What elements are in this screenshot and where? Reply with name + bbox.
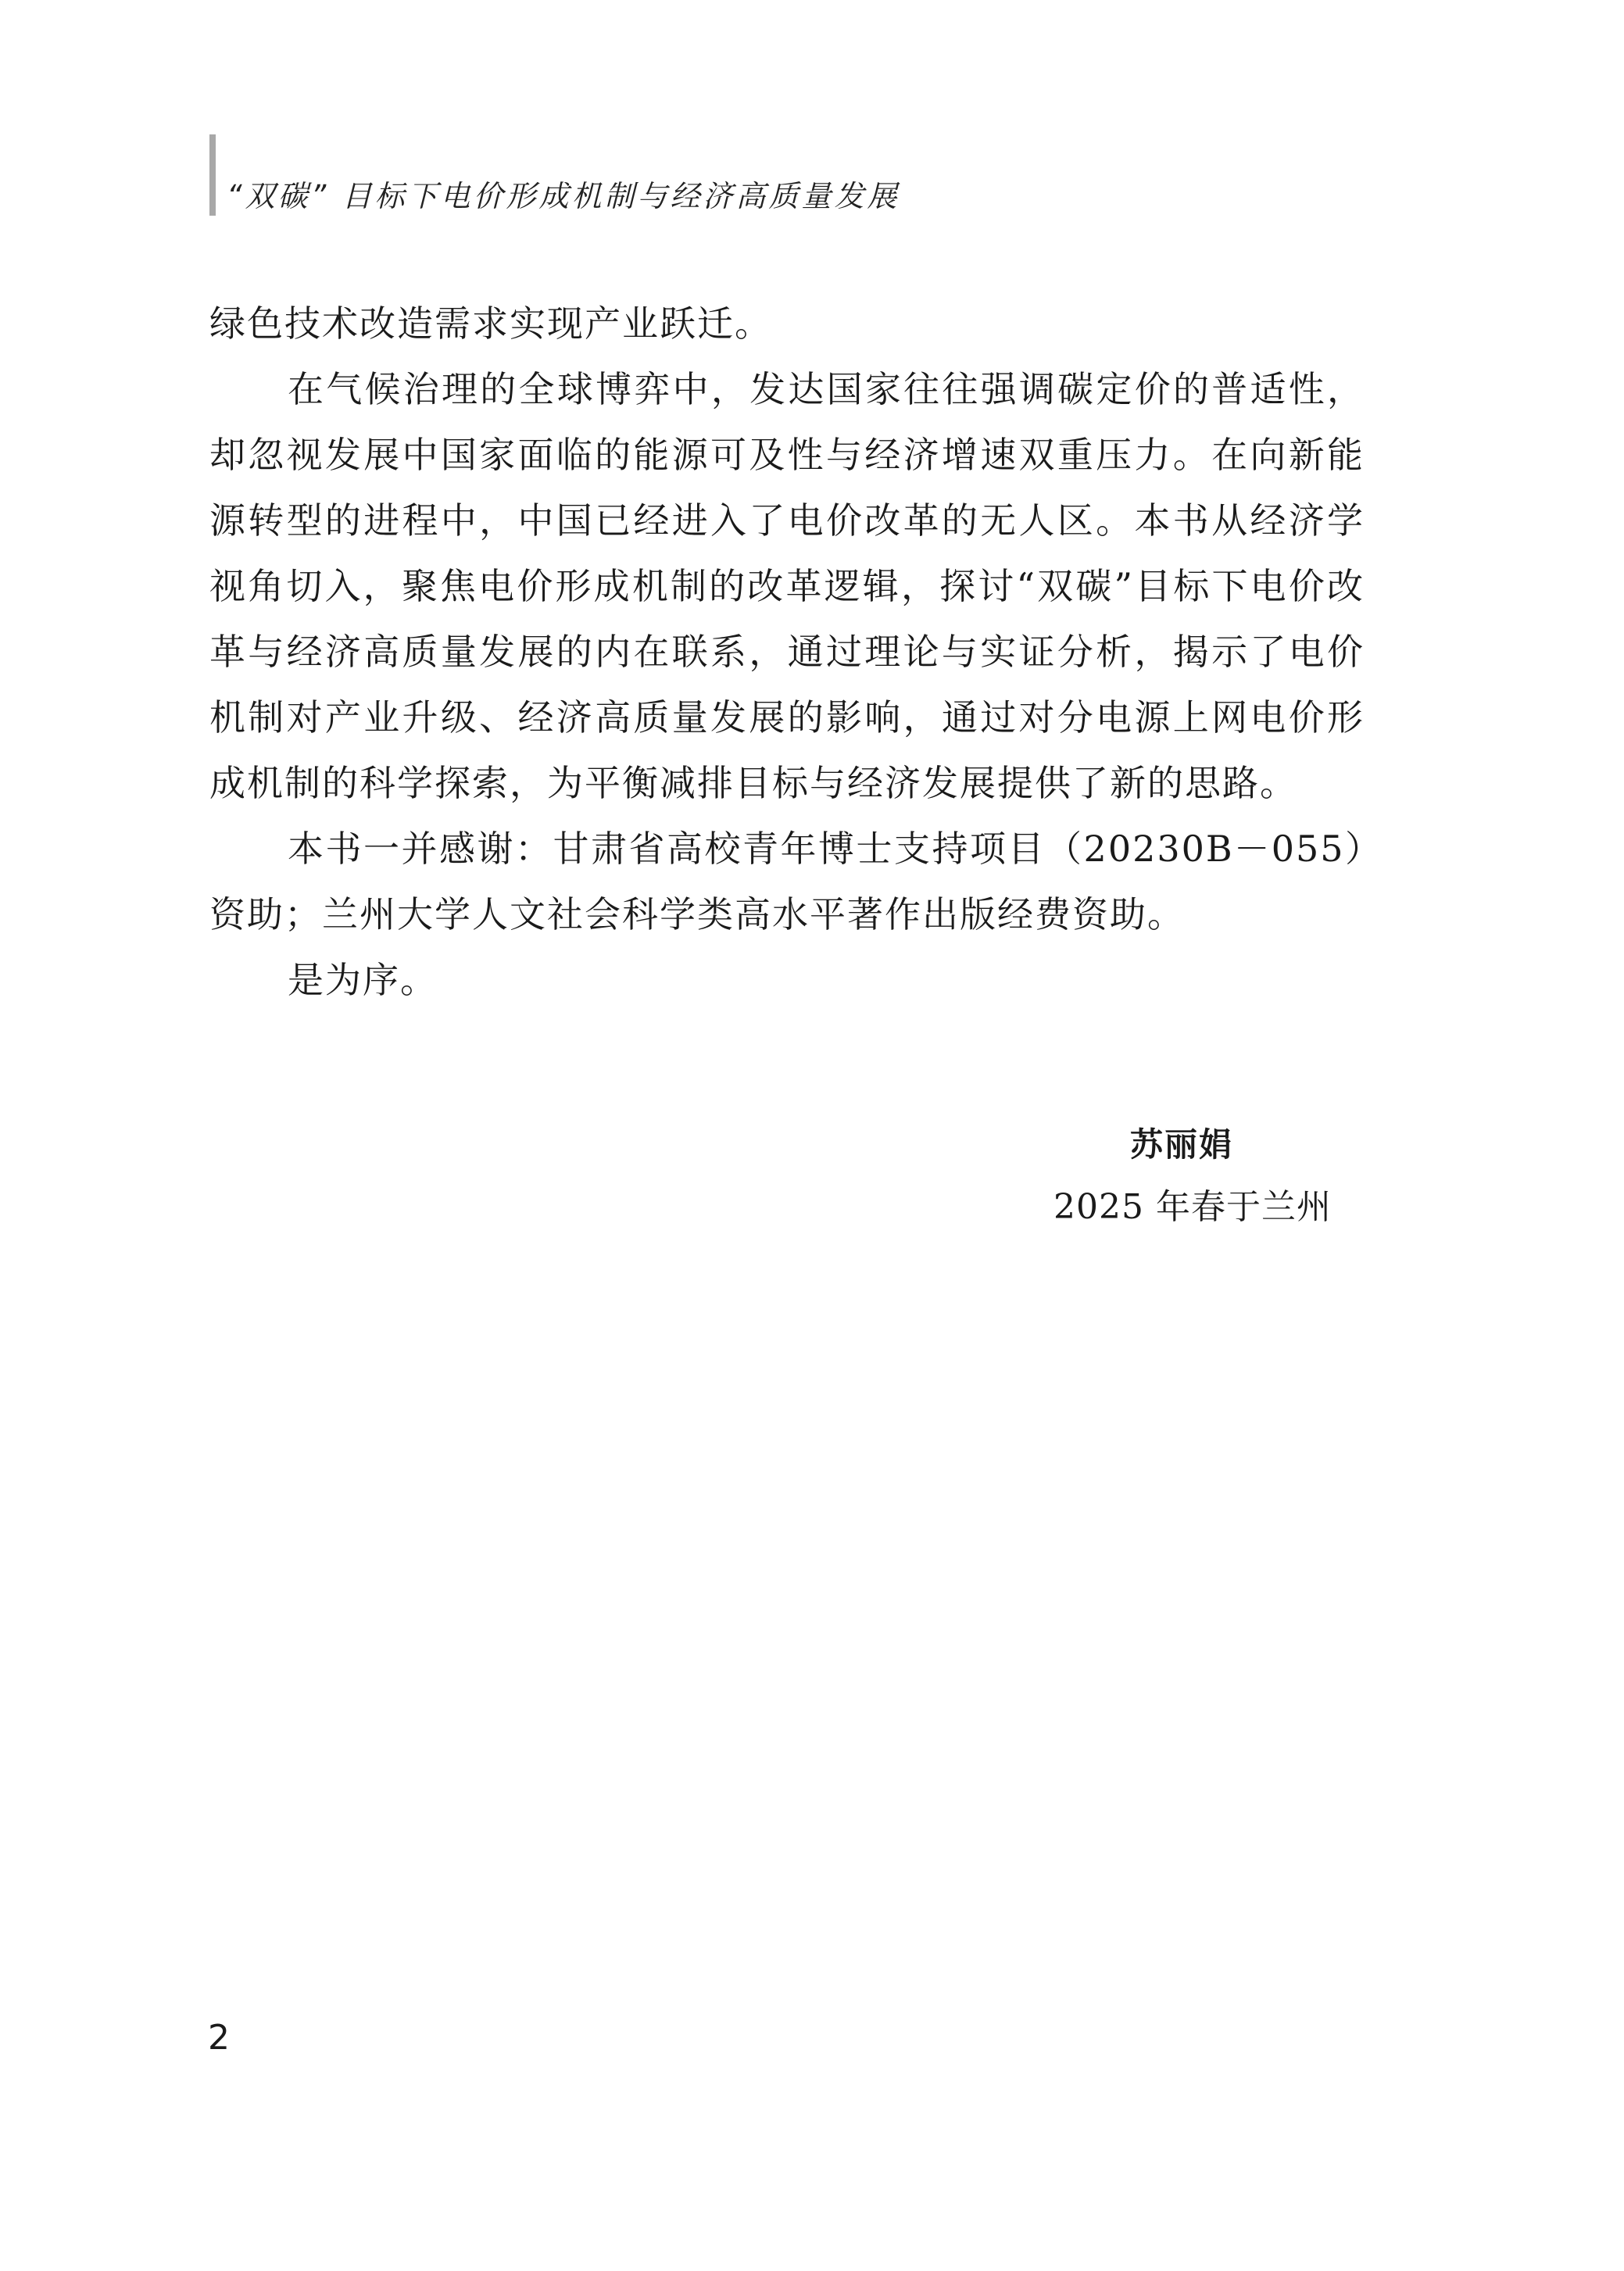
running-header-title: “双碳” 目标下电价形成机制与经济高质量发展 <box>227 179 900 213</box>
preface-body <box>209 291 1365 1013</box>
signature-date-place: 2025 年春于兰州 <box>1053 1187 1332 1227</box>
paragraph-2: 在气候治理的全球博弈中，发达国家往往强调碳定价的普适性，却忽视发展中国家面临的能源可及性与经济增速双重压力。在向新能源转型的进程中，中国已经进入了电价改革的无人区。本书从经济学视角切入，聚焦电价形成机制的改革逻辑，探讨“双碳”目标下电价改革与经济高质量发展的内在联系，通过理论与实证分析，揭示了电价机制对产业升级、经济高质量发展的影响，通过对分电源上网电价形成机制的科学探索，为平衡减排目标与经济发展提供了新的思路。 <box>209 368 1365 804</box>
paragraph-4: 是为序。 <box>288 959 438 1001</box>
header-rule <box>209 134 216 216</box>
paragraph-3: 本书一并感谢：甘肃省高校青年博士支持项目（20230B－055）资助；兰州大学人文社会科学类高水平著作出版经费资助。 <box>209 828 1365 935</box>
author-signature: 苏丽娟 <box>1130 1125 1234 1164</box>
page-number: 2 <box>208 2018 230 2058</box>
paragraph-1: 绿色技术改造需求实现产业跃迁。 <box>209 302 772 345</box>
